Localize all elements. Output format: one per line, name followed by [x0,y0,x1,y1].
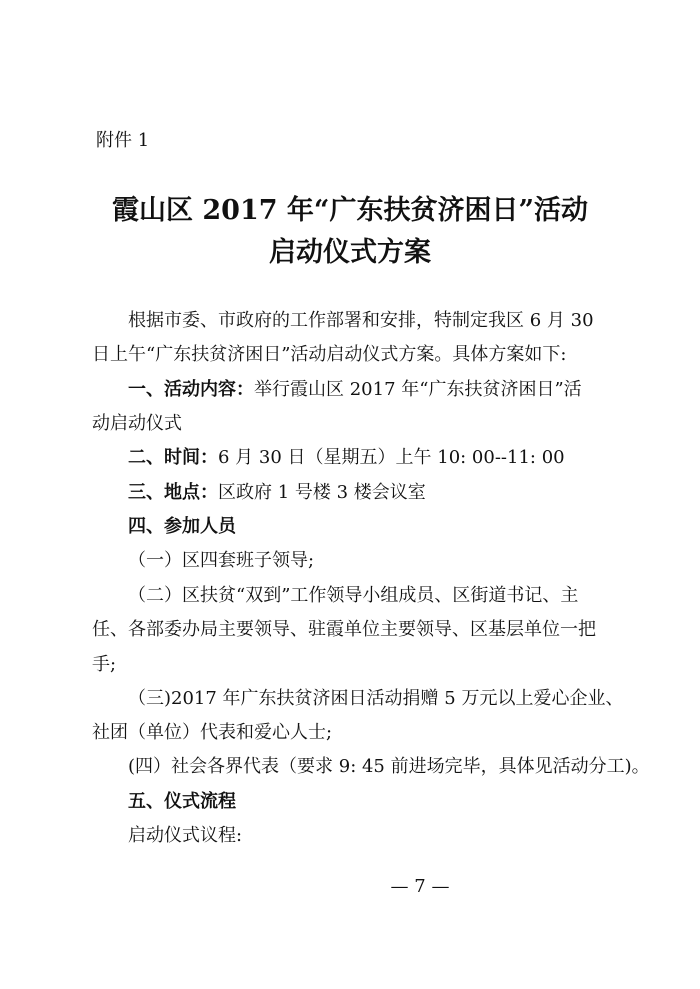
section1 [128,377,648,403]
section1-text: 举行霞山区 2017 年“广东扶贫济困日”活 [254,379,582,400]
section3-heading: 三、地点： [128,482,218,503]
participant-item-2-line1: （二）区扶贫“双到”工作领导小组成员、区街道书记、主 [128,585,579,606]
participant-item-3-line1: （三)2017 年广东扶贫济困日活动捐赠 5 万元以上爱心企业、 [128,688,624,709]
participant-item-2-line3: 手; [92,654,117,675]
participant-item-1: （一）区四套班子领导; [128,550,315,571]
section3 [128,480,648,506]
section1-cont: 动启动仪式 [92,413,182,434]
page-number: — 7 — [390,876,450,897]
document-title-line1: 霞山区 2017 年“广东扶贫济困日”活动 [111,195,588,226]
section2-heading: 二、时间： [128,447,218,468]
participant-item-4: (四）社会各界代表（要求 9: 45 前进场完毕，具体见活动分工)。 [128,756,650,777]
section3-text: 区政府 1 号楼 3 楼会议室 [218,482,426,503]
attachment-label: 附件 1 [96,130,150,151]
participant-item-3-line2: 社团（单位）代表和爱心人士; [92,722,333,743]
participant-item-2-line2: 任、各部委办局主要领导、驻霞单位主要领导、区基层单位一把 [92,619,596,640]
intro-line2: 日上午“广东扶贫济困日”活动启动仪式方案。具体方案如下: [92,344,567,365]
section5-heading: 五、仪式流程 [128,791,236,812]
section1-heading: 一、活动内容： [128,379,254,400]
section4-heading: 四、参加人员 [128,516,236,537]
document-title-line2: 启动仪式方案 [269,237,431,268]
agenda-label: 启动仪式议程: [128,825,243,846]
section2 [128,445,648,471]
intro-line1: 根据市委、市政府的工作部署和安排，特制定我区 6 月 30 [128,310,594,331]
section2-text: 6 月 30 日（星期五）上午 10: 00--11: 00 [218,447,565,468]
